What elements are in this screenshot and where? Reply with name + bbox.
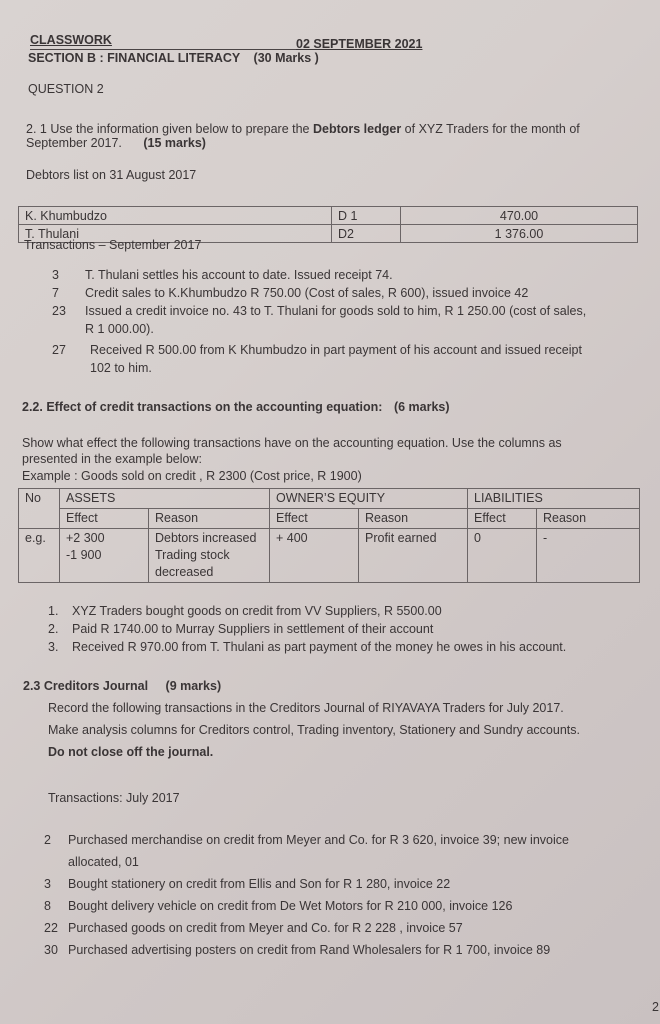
transaction-text: Purchased advertising posters on credit from Rand Wholesalers for R 1 700, invoice 89 — [68, 943, 551, 957]
list-item — [48, 602, 566, 620]
col-liab-reason: Reason — [537, 509, 640, 529]
transaction-day: 7 — [52, 286, 59, 300]
list-item — [44, 829, 569, 851]
sept-transactions-list — [52, 266, 586, 377]
assets-effect-cell — [60, 529, 149, 583]
july-transactions-title: Transactions: July 2017 — [48, 791, 180, 805]
q2-3-line-1: Record the following transactions in the Creditors Journal of RIYAVAYA Traders for July 2017. — [48, 701, 564, 715]
list-item — [44, 895, 569, 917]
transaction-day: 30 — [44, 943, 58, 957]
section-name: SECTION B : FINANCIAL LITERACY — [28, 51, 241, 65]
q2-2-example: Example : Goods sold on credit , R 2300 (Cost price, R 1900) — [22, 469, 362, 483]
classwork-label: CLASSWORK — [30, 33, 112, 47]
transaction-day: 3 — [44, 877, 51, 891]
q2-2-instruction-1: Show what effect the following transactions have on the accounting equation. Use the columns as — [22, 436, 562, 450]
section-title — [28, 51, 319, 65]
q2-3-title-text: 2.3 Creditors Journal — [23, 679, 149, 693]
list-item — [52, 302, 586, 320]
item-text: Received R 970.00 from T. Thulani as part payment of the money he owes in his account. — [72, 640, 567, 654]
item-text: Paid R 1740.00 to Murray Suppliers in settlement of their account — [72, 622, 434, 636]
page-number: 2 — [652, 1000, 659, 1014]
transaction-day: 2 — [44, 833, 51, 847]
col-equity: OWNER’S EQUITY — [270, 489, 468, 509]
transaction-day: 23 — [52, 304, 66, 318]
list-item-continuation: R 1 000.00). — [85, 322, 154, 336]
list-item — [52, 284, 586, 302]
liab-effect-cell: 0 — [468, 529, 537, 583]
col-assets-reason: Reason — [149, 509, 270, 529]
q2-1-intro-bold: Debtors ledger — [312, 122, 402, 136]
q2-1-intro — [26, 122, 580, 136]
assets-reason-3: decreased — [155, 565, 214, 579]
q2-3-line-2: Make analysis columns for Creditors control, Trading inventory, Stationery and Sundry accounts. — [48, 723, 580, 737]
assets-effect-2: -1 900 — [66, 548, 102, 562]
col-assets: ASSETS — [60, 489, 270, 509]
equity-reason-cell: Profit earned — [359, 529, 468, 583]
assets-reason-2: Trading stock — [155, 548, 230, 562]
q2-2-instruction-2: presented in the example below: — [22, 452, 202, 466]
liab-reason-cell: - — [537, 529, 640, 583]
q2-2-marks: (6 marks) — [393, 400, 450, 414]
transaction-day: 3 — [52, 268, 59, 282]
list-item — [52, 341, 586, 359]
july-transactions-list — [44, 829, 569, 961]
assets-reason-1: Debtors increased — [155, 531, 257, 545]
transaction-day: 22 — [44, 921, 58, 935]
col-liabilities: LIABILITIES — [468, 489, 640, 509]
q2-1-intro-line2 — [26, 136, 206, 150]
debtor-folio: D 1 — [332, 207, 401, 225]
table-row — [19, 529, 640, 583]
q2-2-items — [48, 602, 566, 656]
debtor-name: T. Thulani — [19, 225, 332, 243]
col-assets-effect: Effect — [60, 509, 149, 529]
assets-reason-cell — [149, 529, 270, 583]
transaction-text: T. Thulani settles his account to date. Issued receipt 74. — [85, 268, 393, 282]
col-equity-effect: Effect — [270, 509, 359, 529]
item-text: XYZ Traders bought goods on credit from VV Suppliers, R 5500.00 — [72, 604, 442, 618]
q2-1-intro-text: 2. 1 Use the information given below to prepare the — [26, 122, 313, 136]
transaction-text: Bought delivery vehicle on credit from De Wet Motors for R 210 000, invoice 126 — [68, 899, 513, 913]
table-subheader-row — [19, 509, 640, 529]
list-item — [44, 917, 569, 939]
list-item — [48, 638, 566, 656]
list-item — [48, 620, 566, 638]
q2-1-period: September 2017. — [26, 136, 122, 150]
transaction-text: Purchased goods on credit from Meyer and Co. for R 2 228 , invoice 57 — [68, 921, 463, 935]
q2-2-title — [22, 400, 450, 414]
col-liab-effect: Effect — [468, 509, 537, 529]
list-item-continuation: allocated, 01 — [68, 855, 139, 869]
debtor-name: K. Khumbudzo — [19, 207, 332, 225]
list-item — [52, 266, 586, 284]
row-no: e.g. — [19, 529, 60, 583]
q2-3-marks: (9 marks) — [165, 679, 222, 693]
transaction-text: Bought stationery on credit from Ellis and Son for R 1 280, invoice 22 — [68, 877, 451, 891]
debtors-list-title: Debtors list on 31 August 2017 — [26, 168, 197, 182]
transaction-day: 27 — [52, 343, 66, 357]
item-number: 3. — [48, 640, 59, 654]
date-label: 02 SEPTEMBER 2021 — [296, 37, 423, 51]
q2-1-intro-text-b: of XYZ Traders for the month of — [401, 122, 580, 136]
debtor-folio: D2 — [332, 225, 401, 243]
transaction-text: Purchased merchandise on credit from Meyer and Co. for R 3 620, invoice 39; new invoice — [68, 833, 569, 847]
table-header-row — [19, 489, 640, 509]
list-item — [44, 873, 569, 895]
transaction-text: Credit sales to K.Khumbudzo R 750.00 (Cost of sales, R 600), issued invoice 42 — [85, 286, 529, 300]
q2-1-marks: (15 marks) — [143, 136, 206, 150]
item-number: 1. — [48, 604, 59, 618]
transaction-text: Received R 500.00 from K Khumbudzo in part payment of his account and issued receipt — [90, 343, 582, 357]
q2-2-title-text: 2.2. Effect of credit transactions on the accounting equation: — [22, 400, 383, 414]
q2-3-line-3: Do not close off the journal. — [48, 745, 214, 759]
item-number: 2. — [48, 622, 59, 636]
list-item — [44, 939, 569, 961]
q2-3-title — [23, 679, 221, 693]
question-title: QUESTION 2 — [28, 82, 104, 96]
accounting-equation-table — [18, 488, 640, 583]
equity-effect-cell: + 400 — [270, 529, 359, 583]
transaction-day: 8 — [44, 899, 51, 913]
list-item-continuation: 102 to him. — [90, 361, 152, 375]
table-row — [19, 207, 638, 225]
col-equity-reason: Reason — [359, 509, 468, 529]
section-marks: (30 Marks ) — [253, 51, 319, 65]
debtor-amount: 470.00 — [401, 207, 638, 225]
transactions-sept-title: Transactions – September 2017 — [24, 238, 202, 252]
col-no: No — [19, 489, 60, 529]
assets-effect-1: +2 300 — [66, 531, 105, 545]
transaction-text: Issued a credit invoice no. 43 to T. Thulani for goods sold to him, R 1 250.00 (cost of sales, — [85, 304, 587, 318]
debtor-amount: 1 376.00 — [401, 225, 638, 243]
